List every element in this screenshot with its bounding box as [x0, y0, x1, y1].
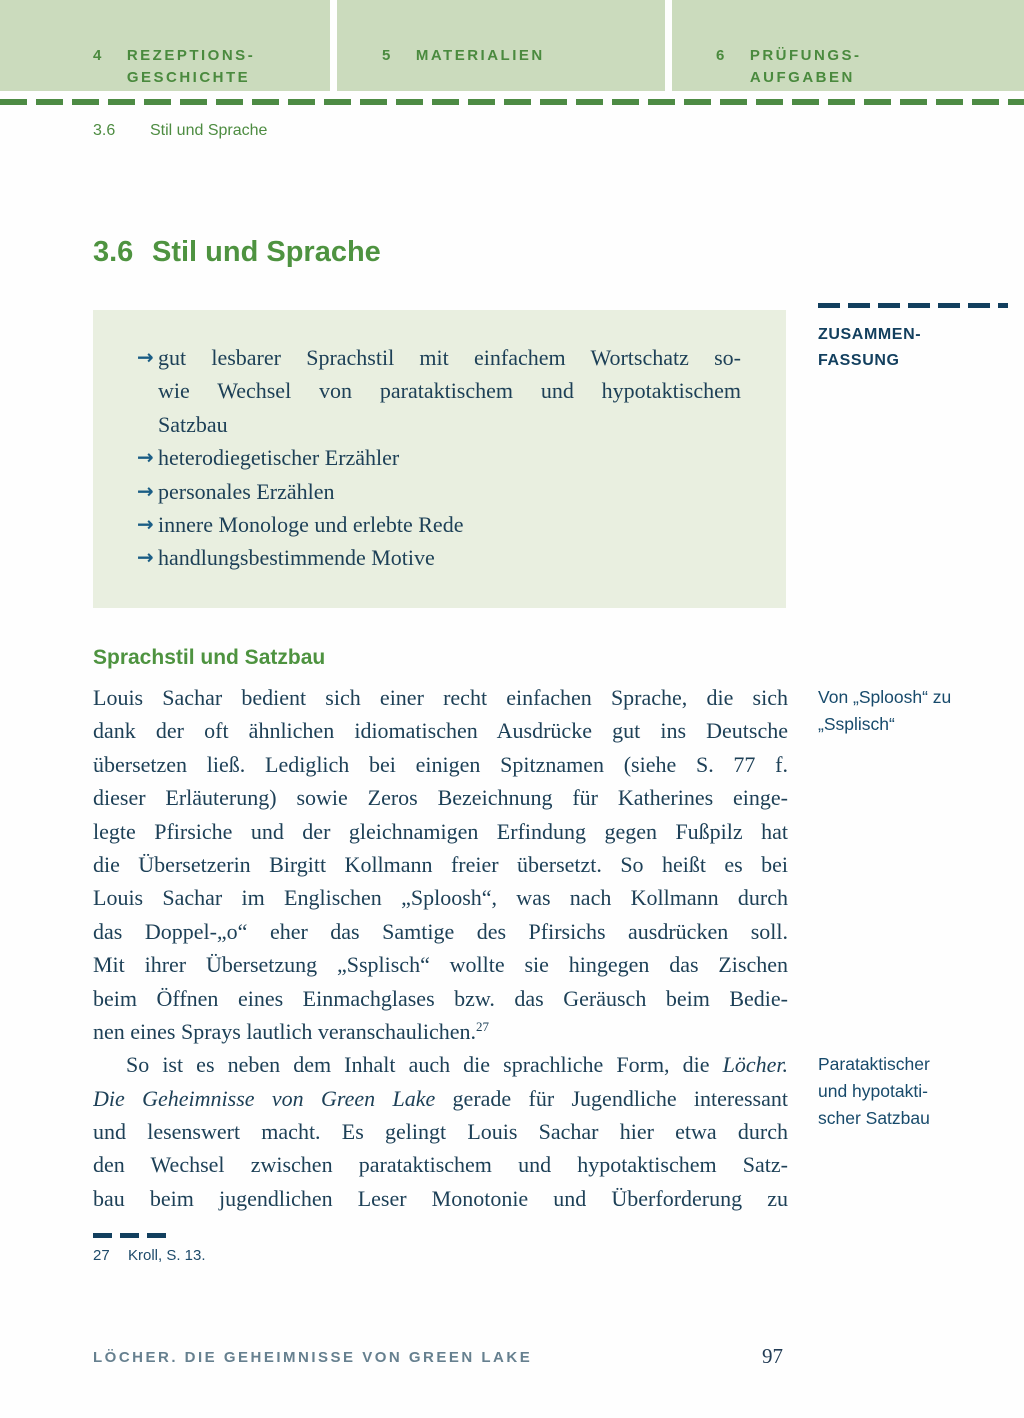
text-line: GESCHICHTE [126, 69, 251, 86]
page-title [93, 236, 381, 269]
text-segment: und lesenswert macht. Es gelingt Louis Sachar hier etwa durch [93, 1119, 788, 1145]
summary-line: gut lesbarer Sprachstil mit einfachem Wortschatz so- [158, 345, 741, 370]
footnote-text: Kroll, S. 13. [128, 1247, 206, 1264]
text-segment: Löcher. [722, 1052, 788, 1078]
text-segment: nen eines Sprays lautlich veranschaulichen. [93, 1018, 477, 1044]
running-head-title: Stil und Sprache [150, 122, 268, 139]
body-line [93, 781, 788, 814]
footnote-number: 27 [93, 1247, 110, 1264]
summary-item [137, 541, 741, 574]
body-line [93, 1082, 788, 1115]
section-heading: Sprachstil und Satzbau [93, 646, 326, 669]
text-segment: dieser Erläuterung) sowie Zeros Bezeichnung für Katherines einge- [93, 785, 788, 811]
text-segment: Louis Sachar im Englischen „Sploosh“, was nach Kollmann durch [93, 885, 788, 911]
page-title-number: 3.6 [93, 236, 134, 268]
footnote-divider [93, 1233, 166, 1238]
tab-label [750, 45, 862, 89]
text-segment: bau beim jugendlichen Leser Monotonie und Überforderung zu [93, 1185, 788, 1211]
body-line [93, 1048, 788, 1081]
text-segment: Louis Sachar bedient sich einer recht einfachen Sprache, die sich [93, 685, 788, 710]
text-segment: legte Pfirsiche und der gleichnamigen Erfindung gegen Fußpilz hat [93, 818, 788, 844]
text-line: Von „Sploosh“ zu [818, 687, 952, 707]
tab-number: 6 [716, 47, 727, 64]
body-line [93, 1148, 788, 1181]
text-line: „Ssplisch“ [818, 714, 895, 734]
arrow-right-icon: → [137, 445, 154, 470]
page-title-text: Stil und Sprache [152, 236, 381, 268]
text-line: REZEPTIONS- [126, 47, 256, 64]
summary-list [137, 341, 741, 575]
text-segment: das Doppel-„o“ eher das Samtige des Pfirsichs ausdrücken soll. [93, 918, 788, 944]
body-line [93, 1115, 788, 1148]
margin-label-zusammenfassung [818, 322, 921, 374]
text-segment: So ist es neben dem Inhalt auch die sprachliche Form, die [126, 1052, 723, 1078]
arrow-right-icon: → [137, 478, 154, 503]
arrow-right-icon: → [137, 511, 154, 536]
body-line [93, 748, 788, 781]
text-segment: Mit ihrer Übersetzung „Ssplisch“ wollte sie hingegen das Zischen [93, 952, 788, 978]
text-line: ZUSAMMEN- [818, 326, 922, 343]
body-line [93, 881, 788, 914]
header-dashed-rule [0, 99, 1024, 105]
text-line: FASSUNG [818, 352, 900, 369]
header-tab-pruefungsaufgaben [672, 0, 1024, 91]
text-line: MATERIALIEN [415, 47, 545, 64]
footnote [93, 1247, 206, 1264]
summary-item [137, 441, 741, 474]
summary-line: handlungsbestimmende Motive [158, 545, 435, 571]
summary-box [93, 310, 786, 608]
text-line: und hypotakti- [818, 1081, 928, 1101]
text-line: AUFGABEN [749, 69, 855, 86]
footer-book-title: LÖCHER. DIE GEHEIMNISSE VON GREEN LAKE [93, 1349, 533, 1366]
tab-number: 4 [93, 47, 104, 64]
summary-line: heterodiegetischer Erzähler [158, 445, 400, 471]
margin-note-satzbau [818, 1051, 1018, 1132]
text-segment: übersetzen ließ. Lediglich bei einigen Spitznamen (siehe S. 77 f. [93, 751, 788, 777]
header-tab-rezeptionsgeschichte [0, 0, 330, 91]
summary-line: wie Wechsel von parataktischem und hypotaktischem [158, 378, 741, 404]
tab-label [127, 45, 255, 89]
header-tab-materialien [337, 0, 665, 91]
summary-item [137, 508, 741, 541]
summary-item [137, 475, 741, 508]
margin-note-sploosh [818, 684, 1018, 738]
summary-line: innere Monologe und erlebte Rede [158, 511, 464, 537]
body-line [93, 714, 788, 747]
body-line [93, 848, 788, 881]
text-segment: gerade für Jugendliche interessant [435, 1085, 788, 1111]
summary-line: Satzbau [158, 411, 228, 437]
margin-dashed-rule [818, 303, 1008, 308]
text-segment: beim Öffnen eines Einmachglases bzw. das Geräusch beim Bedie- [93, 985, 788, 1011]
arrow-right-icon: → [137, 545, 154, 570]
body-line [93, 815, 788, 848]
body-line [93, 1182, 788, 1215]
summary-line: personales Erzählen [158, 478, 335, 504]
body-line [93, 915, 788, 948]
tab-label [416, 45, 545, 67]
text-line: PRÜFUNGS- [749, 47, 862, 64]
text-segment: Die Geheimnisse von Green Lake [93, 1085, 436, 1111]
body-line [93, 948, 788, 981]
text-line: Parataktischer [818, 1054, 930, 1074]
body-line [93, 982, 788, 1015]
body-text [93, 681, 788, 1215]
body-line [93, 1015, 788, 1048]
tab-number: 5 [382, 47, 393, 64]
page-number: 97 [762, 1344, 783, 1368]
text-line: scher Satzbau [818, 1108, 930, 1128]
text-segment: dank der oft ähnlichen idiomatischen Ausdrücke gut ins Deutsche [93, 718, 788, 744]
running-head-number: 3.6 [93, 122, 116, 139]
body-line [93, 681, 788, 714]
footnote-ref: 27 [476, 1018, 490, 1034]
summary-item [137, 341, 741, 441]
running-head [93, 122, 267, 140]
arrow-right-icon: → [137, 345, 154, 369]
text-segment: die Übersetzerin Birgitt Kollmann freier übersetzt. So heißt es bei [93, 851, 788, 877]
text-segment: den Wechsel zwischen parataktischem und hypotaktischem Satz- [93, 1152, 788, 1178]
